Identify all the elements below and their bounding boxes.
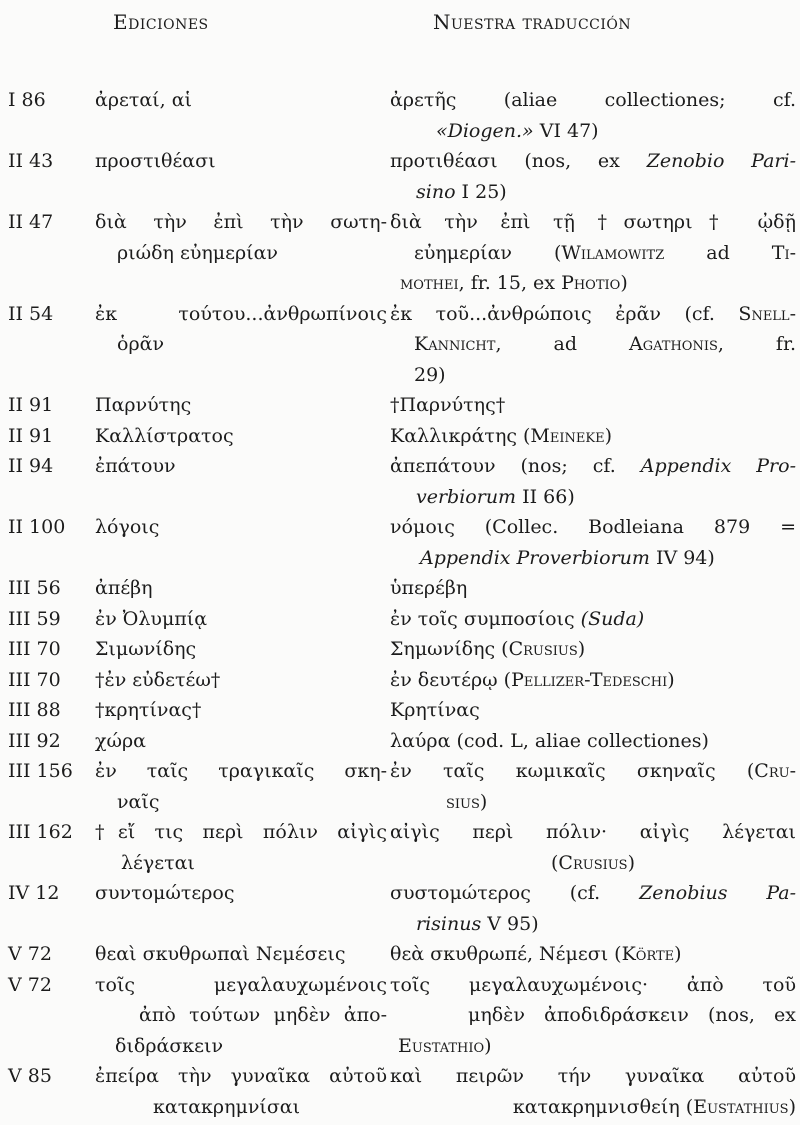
reference-cell: III 156 — [8, 760, 73, 782]
source-title: Zenobio Pari- — [646, 150, 796, 172]
table-row — [8, 726, 796, 757]
ediciones-cell — [95, 299, 387, 360]
traduccion-cell — [390, 817, 796, 878]
scholar-name: Eustathio — [398, 1034, 485, 1057]
table-row — [8, 451, 796, 512]
text-segment: , fr. 15, ex — [458, 272, 562, 294]
traduccion-cell — [390, 451, 796, 512]
ediciones-cell — [95, 85, 387, 116]
ediciones-cell — [95, 756, 387, 817]
text-segment: 29) — [414, 363, 446, 386]
traduccion-cell — [390, 390, 796, 421]
table-row — [8, 421, 796, 452]
table-row — [8, 665, 796, 696]
table-row — [8, 207, 796, 299]
traduccion-cell — [390, 421, 796, 452]
reference-cell: II 43 — [8, 150, 54, 172]
text-segment: ἀρετῆς (aliae collectiones; cf. — [390, 89, 796, 111]
text-segment: ἀρεταί, αἱ — [95, 89, 192, 111]
ediciones-cell — [95, 634, 387, 665]
comparison-table — [8, 85, 796, 1122]
reference-cell: III 92 — [8, 729, 61, 752]
text-line — [95, 756, 387, 787]
reference-cell: II 91 — [8, 424, 54, 447]
text-segment: ) — [788, 1095, 796, 1118]
text-segment: ὑπερέβη — [390, 577, 468, 599]
text-line — [390, 970, 796, 1001]
reference-cell: IV 12 — [8, 882, 60, 904]
ediciones-cell — [95, 207, 387, 268]
text-segment: ἀπεπάτουν (nos; cf. — [390, 455, 641, 477]
table-row — [8, 634, 796, 665]
text-line — [390, 85, 796, 116]
text-segment: λόγοις — [95, 516, 160, 538]
text-segment: τοῖς μεγαλαυχωμένοις· ἀπὸ τοῦ — [390, 973, 796, 996]
reference-cell: III 88 — [8, 699, 61, 721]
scholar-name: Crusius — [508, 638, 578, 660]
text-line — [390, 207, 796, 238]
text-line — [390, 1000, 796, 1031]
text-line — [95, 848, 387, 879]
text-segment: ) — [604, 424, 612, 447]
text-segment: ἐκ τοῦ...ἀνθρώποις ἐρᾶν (cf. — [390, 302, 739, 325]
traduccion-cell — [390, 939, 796, 970]
text-line — [390, 848, 796, 879]
source-title: «Diogen.» — [436, 119, 534, 142]
text-segment: διδράσκειν — [115, 1034, 224, 1057]
text-segment: †εἴ τις περὶ πόλιν αἰγὶς — [95, 821, 387, 843]
text-line — [95, 970, 387, 1001]
traduccion-cell — [390, 1061, 796, 1122]
text-segment: συστομώτερος (cf. — [390, 882, 640, 904]
text-line — [390, 695, 796, 726]
text-segment: τοῖς μεγαλαυχωμένοις — [95, 973, 387, 996]
text-segment: ἐν Ὀλυμπίᾳ — [95, 607, 208, 630]
text-segment: θεὰ σκυθρωπέ, Νέμεσι ( — [390, 943, 622, 965]
table-row — [8, 604, 796, 635]
reference-cell: III 70 — [8, 668, 61, 691]
traduccion-cell — [390, 207, 796, 299]
table-row — [8, 299, 796, 391]
text-segment: κατακρημνίσαι — [153, 1095, 301, 1118]
ediciones-cell — [95, 817, 387, 878]
text-segment: ) — [479, 790, 488, 813]
table-row — [8, 817, 796, 878]
text-segment: διὰ τὴν ἐπὶ τὴν σωτη- — [95, 211, 387, 233]
traduccion-cell — [390, 878, 796, 939]
traduccion-cell — [390, 665, 796, 696]
text-segment: ριώδη εὐημερίαν — [117, 241, 278, 264]
scholar-name: sius — [446, 790, 480, 813]
text-line — [390, 390, 796, 421]
table-row — [8, 512, 796, 573]
text-line — [390, 1092, 796, 1123]
text-line — [390, 268, 796, 299]
text-segment: ναῖς — [117, 790, 160, 813]
text-line — [390, 177, 796, 208]
text-segment: ὁρᾶν — [117, 333, 164, 355]
source-title: Zenobius Pa- — [639, 882, 796, 904]
text-line — [390, 116, 796, 147]
table-row — [8, 695, 796, 726]
reference-cell: II 94 — [8, 455, 54, 477]
text-segment: Καλλίστρατος — [95, 424, 234, 447]
traduccion-cell — [390, 604, 796, 635]
reference-cell: II 91 — [8, 394, 54, 416]
text-line — [95, 146, 387, 177]
text-segment: εὐημερίαν ( — [414, 241, 562, 264]
source-title: sino — [416, 180, 456, 203]
text-segment: Σιμωνίδης — [95, 638, 197, 660]
text-line — [390, 238, 796, 269]
text-line — [390, 634, 796, 665]
ediciones-cell — [95, 939, 387, 970]
text-line — [390, 939, 796, 970]
text-segment: μηδὲν ἀποδιδράσκειν (nos, ex — [468, 1004, 796, 1026]
table-row — [8, 756, 796, 817]
text-line — [95, 1031, 387, 1062]
table-row — [8, 573, 796, 604]
text-segment: λαύρα (cod. L, aliae collectiones) — [390, 729, 709, 752]
text-segment: ἀπὸ τούτων μηδὲν ἀπο- — [139, 1004, 387, 1026]
text-line — [95, 421, 387, 452]
traduccion-cell — [390, 573, 796, 604]
ediciones-cell — [95, 451, 387, 482]
text-segment: χώρα — [95, 729, 147, 752]
text-line — [95, 451, 387, 482]
scholar-name: Crusius — [558, 851, 628, 874]
scholar-name: Cru- — [754, 760, 796, 782]
source-title: (Suda) — [580, 607, 645, 630]
text-segment: διὰ τὴν ἐπὶ τῇ †σωτηρι† ᾠδῇ — [390, 211, 796, 233]
traduccion-cell — [390, 85, 796, 146]
ediciones-cell — [95, 573, 387, 604]
text-segment: ) — [484, 1034, 492, 1057]
text-line — [390, 1031, 796, 1062]
text-line — [390, 787, 796, 818]
reference-cell: II 100 — [8, 516, 66, 538]
scholar-name: Kannicht — [414, 333, 496, 355]
table-row — [8, 878, 796, 939]
text-line — [390, 909, 796, 940]
reference-cell: II 47 — [8, 211, 54, 233]
text-segment: καὶ πειρῶν τήν γυναῖκα αὐτοῦ — [390, 1065, 796, 1087]
scholar-name: Eustathius — [693, 1095, 789, 1118]
ediciones-cell — [95, 604, 387, 635]
text-line — [95, 1061, 387, 1092]
table-row — [8, 85, 796, 146]
text-segment: προτιθέασι (nos, ex — [390, 150, 647, 172]
text-line — [390, 329, 796, 360]
text-line — [390, 604, 796, 635]
text-line — [390, 726, 796, 757]
text-segment: I 25) — [455, 180, 507, 203]
text-line — [390, 817, 796, 848]
table-row — [8, 146, 796, 207]
text-segment: IV 94) — [649, 546, 715, 569]
scholar-name: Agathonis — [629, 333, 718, 355]
traduccion-cell — [390, 512, 796, 573]
text-line — [95, 512, 387, 543]
text-segment: , fr. — [717, 333, 796, 355]
text-line — [390, 573, 796, 604]
text-segment: ) — [667, 668, 675, 691]
text-segment: ad — [664, 241, 772, 264]
text-segment: ἐν ταῖς κωμικαῖς σκηναῖς ( — [390, 760, 755, 782]
text-segment: ( — [550, 851, 559, 874]
reference-cell: V 72 — [8, 973, 52, 996]
text-line — [95, 1000, 387, 1031]
text-segment: συντομώτερος — [95, 882, 235, 904]
ediciones-cell — [95, 726, 387, 757]
text-line — [95, 573, 387, 604]
text-segment: αἰγὶς περὶ πόλιν· αἰγὶς λέγεται — [390, 821, 796, 843]
text-line — [390, 1061, 796, 1092]
table-row — [8, 390, 796, 421]
table-row — [8, 970, 796, 1062]
text-line — [95, 787, 387, 818]
text-line — [95, 817, 387, 848]
traduccion-cell — [390, 756, 796, 817]
scholar-name: Pellizer-Tedeschi — [511, 668, 668, 691]
text-segment: †κρητίνας† — [95, 699, 202, 721]
text-line — [390, 756, 796, 787]
text-segment: II 66) — [516, 485, 575, 508]
text-line — [95, 695, 387, 726]
text-line — [95, 238, 387, 269]
scholar-name: mothei — [400, 272, 459, 294]
text-segment: Κρητίνας — [390, 699, 480, 721]
text-segment: ) — [627, 851, 636, 874]
traduccion-cell — [390, 634, 796, 665]
table-row — [8, 939, 796, 970]
text-segment: Καλλικράτης ( — [390, 424, 531, 447]
text-line — [390, 543, 796, 574]
traduccion-cell — [390, 146, 796, 207]
text-line — [390, 451, 796, 482]
text-line — [390, 360, 796, 391]
text-segment: †Παρνύτης† — [390, 394, 506, 416]
text-segment: Παρνύτης — [95, 394, 192, 416]
source-title: Appendix Pro- — [640, 455, 796, 477]
source-title: risinus — [416, 912, 482, 935]
scholar-name: Wilamowitz — [561, 241, 665, 264]
text-segment: ἐπείρα τὴν γυναῖκα αὐτοῦ — [95, 1065, 387, 1087]
traduccion-cell — [390, 726, 796, 757]
text-line — [95, 329, 387, 360]
text-line — [390, 421, 796, 452]
scholar-name: Körte — [621, 943, 675, 965]
source-title: verbiorum — [416, 485, 517, 508]
ediciones-cell — [95, 1061, 387, 1122]
text-line — [95, 299, 387, 330]
table-row — [8, 1061, 796, 1122]
text-line — [95, 390, 387, 421]
column-header-traduccion: Nuestra traducción — [433, 10, 632, 34]
text-line — [390, 665, 796, 696]
reference-cell: V 85 — [8, 1065, 52, 1087]
ediciones-cell — [95, 695, 387, 726]
reference-cell: III 162 — [8, 821, 73, 843]
text-segment: ἐπάτουν — [95, 455, 176, 477]
scholar-name: Meineke — [530, 424, 605, 447]
scholar-name: Ti- — [771, 241, 796, 264]
text-segment: ἐκ τούτου...ἀνθρωπίνοις — [95, 302, 387, 325]
text-segment: ) — [577, 638, 586, 660]
text-line — [390, 299, 796, 330]
text-segment: θεαὶ σκυθρωπαὶ Νεμέσεις — [95, 943, 346, 965]
text-segment: νόμοις (Collec. Bodleiana 879 = — [390, 516, 796, 538]
reference-cell: I 86 — [8, 89, 46, 111]
column-headers — [8, 8, 796, 40]
ediciones-cell — [95, 390, 387, 421]
text-segment: ἐν τοῖς συμποσίοις — [390, 607, 581, 630]
text-segment: ἀπέβη — [95, 577, 153, 599]
source-title: Appendix Proverbiorum — [420, 546, 650, 569]
reference-cell: III 56 — [8, 577, 61, 599]
text-line — [95, 878, 387, 909]
ediciones-cell — [95, 146, 387, 177]
text-line — [95, 207, 387, 238]
text-line — [95, 939, 387, 970]
traduccion-cell — [390, 299, 796, 391]
reference-cell: III 70 — [8, 638, 61, 660]
traduccion-cell — [390, 970, 796, 1062]
text-segment: ) — [620, 272, 628, 294]
ediciones-cell — [95, 421, 387, 452]
text-line — [95, 665, 387, 696]
text-segment: λέγεται — [121, 851, 195, 874]
scholar-name: Photio — [561, 272, 621, 294]
scholar-name: Snell- — [738, 302, 796, 325]
text-segment: ) — [674, 943, 682, 965]
text-line — [95, 604, 387, 635]
text-segment: προστιθέασι — [95, 150, 216, 172]
text-segment: Σημωνίδης ( — [390, 638, 509, 660]
ediciones-cell — [95, 512, 387, 543]
text-line — [95, 634, 387, 665]
text-line — [390, 482, 796, 513]
text-segment: ἐν ταῖς τραγικαῖς σκη- — [95, 760, 387, 782]
text-segment: VI 47) — [533, 119, 599, 142]
ediciones-cell — [95, 878, 387, 909]
text-line — [95, 1092, 387, 1123]
column-header-ediciones: Ediciones — [113, 10, 209, 34]
ediciones-cell — [95, 970, 387, 1062]
text-line — [95, 726, 387, 757]
ediciones-cell — [95, 665, 387, 696]
text-line — [95, 85, 387, 116]
text-line — [390, 878, 796, 909]
reference-cell: III 59 — [8, 607, 61, 630]
text-line — [390, 512, 796, 543]
text-segment: V 95) — [481, 912, 539, 935]
text-line — [390, 146, 796, 177]
text-segment: , ad — [495, 333, 629, 355]
reference-cell: V 72 — [8, 943, 52, 965]
text-segment: †ἐν εὐδετέω† — [95, 668, 221, 691]
traduccion-cell — [390, 695, 796, 726]
text-segment: κατακρημνισθείη ( — [512, 1095, 694, 1118]
text-segment: ἐν δευτέρῳ ( — [390, 668, 512, 691]
reference-cell: II 54 — [8, 302, 54, 325]
